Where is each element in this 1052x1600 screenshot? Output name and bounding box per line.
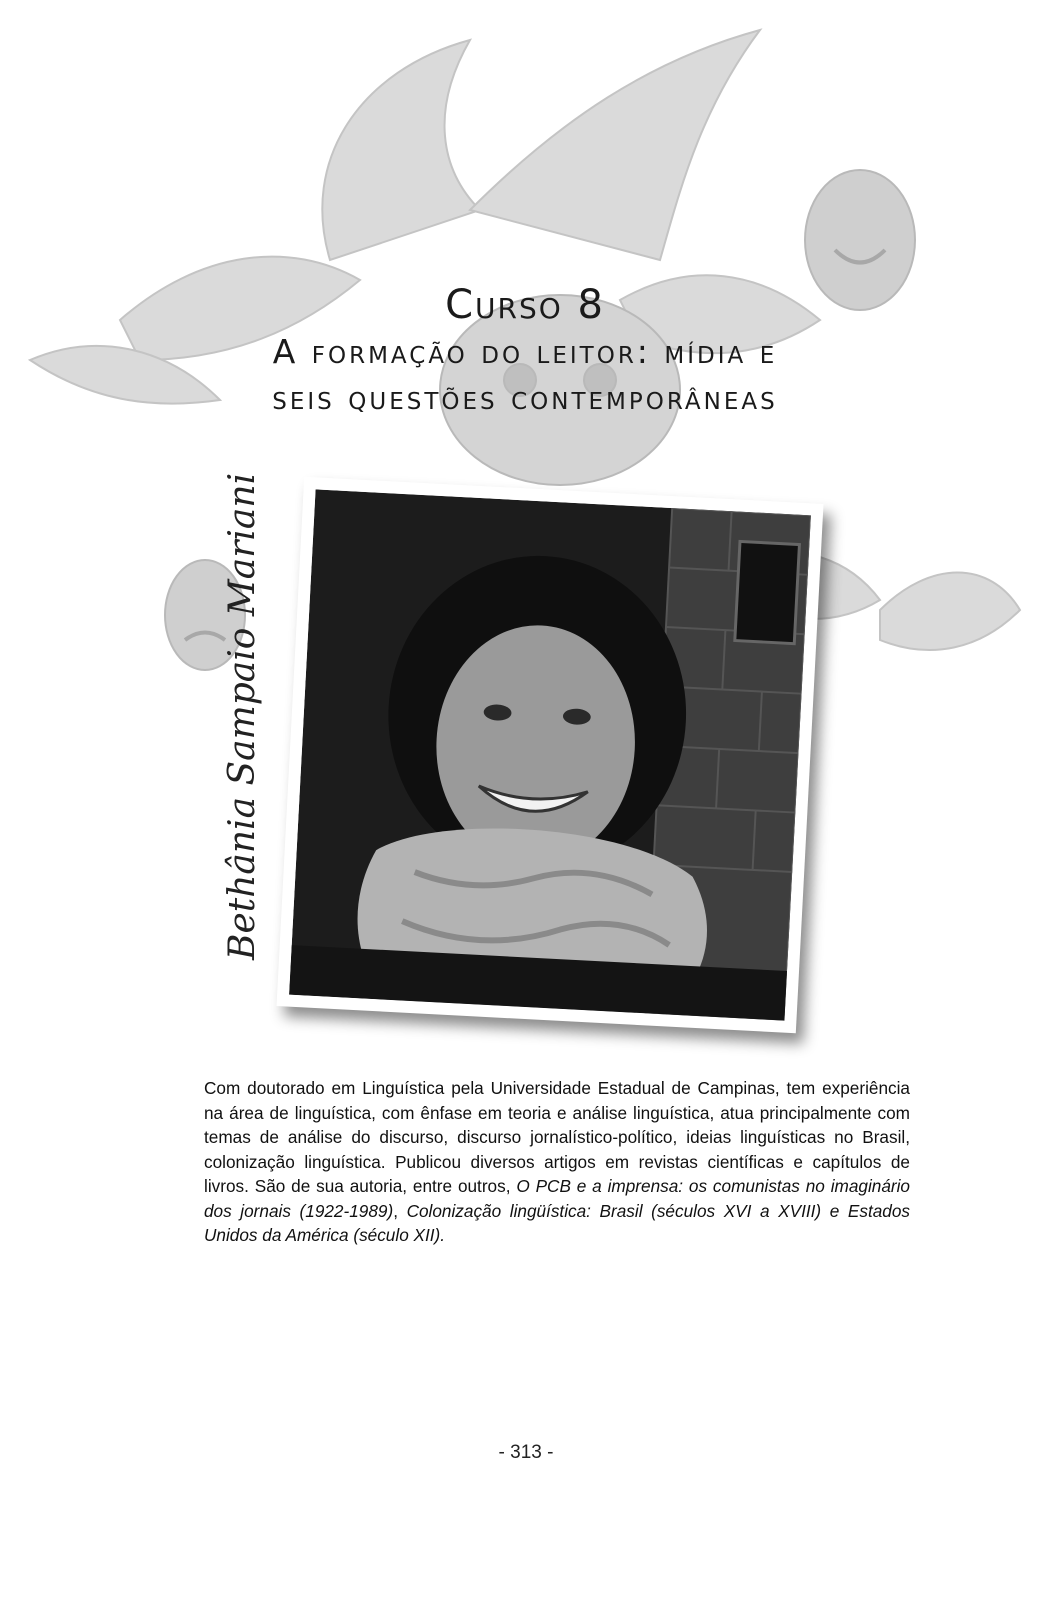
bio-separator: , [393, 1200, 407, 1221]
bio-work-1: O PCB e a imprensa: os comunistas no imaginário dos jornais (1922-1989) [204, 1176, 910, 1221]
course-subtitle-line-2: seis questões contemporâneas [272, 378, 778, 417]
bio-work-2: Colonização lingüística: Brasil (séculos XVI a XVIII) e Estados Unidos da América (século XII). [204, 1200, 910, 1245]
course-subtitle-line-1: A formação do leitor: mídia e [272, 332, 778, 371]
author-name: Bethânia Sampaio Mariani [222, 472, 263, 960]
title-block [130, 282, 920, 420]
bio-text: Com doutorado em Linguística pela Universidade Estadual de Campinas, tem experiência na área de linguística, com ênfase em teoria e análise linguística, atua principalmente com temas de análise do discurso, discurso jornalístico-político, ideias linguísticas no Brasil, colonização linguística. Publicou diversos artigos em revistas científicas e capítulos de livros. São de sua autoria, entre outros, [204, 1078, 910, 1196]
portrait-image [289, 489, 811, 1020]
page-number: - 313 - [498, 1442, 554, 1463]
author-bio [204, 1076, 910, 1248]
course-title: Curso 8 [445, 282, 605, 328]
author-photo [276, 477, 823, 1033]
